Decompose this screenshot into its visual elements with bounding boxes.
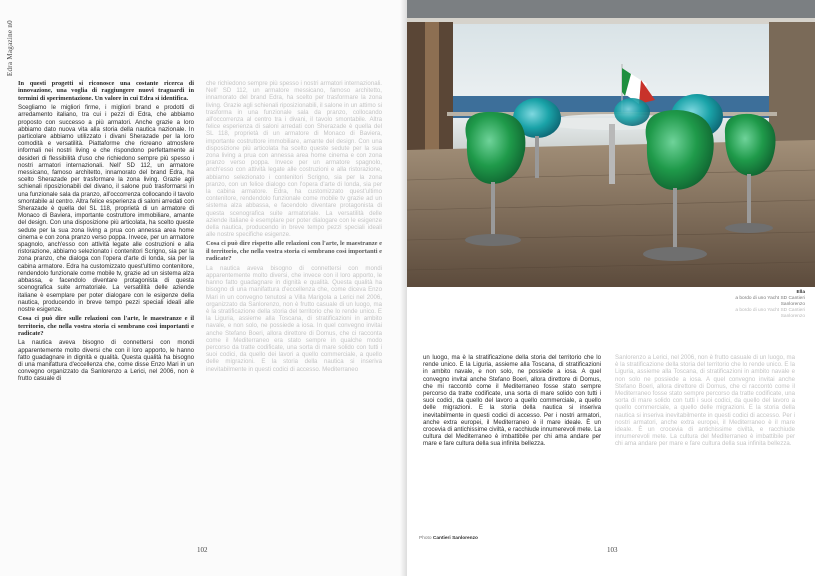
caption-faint-1: a bordo di uno Yacht SD Cantieri (735, 308, 805, 313)
page-number-right: 103 (607, 546, 618, 554)
left-page (0, 0, 407, 576)
right-column-2-faded (615, 354, 795, 450)
photo-illustration (407, 0, 815, 287)
left-column-2-faded (206, 80, 382, 375)
body-text: un luogo, ma è la stratificazione della storia del territorio che lo rende unico. E la Liguria, assieme alla Toscana, di stratificazioni in ambito navale, e non solo, ne possiede a iosa. A quel convegno invitai anche Stefano Boeri, allora direttore di Domus, che mi raccontò come il Mediterraneo fosse stato sempre percorso da tratte codificate, una sorta di mare solido con tutti i suoi codici, da quello del lavoro a quello commerciale, a quello delle migrazioni. E la storia della nautica si inseriva inevitabilmente in questi codici di accesso. Per i nostri armatori, anche extra europei, il Mediterraneo è il mare ideale. È un crocevia di antichissime civiltà, e racchiude innumerevoli mete. La cultura del Mediterraneo è imbattibile per chi ama andare per mare e fare cultura della sua infinita bellezza. (423, 354, 601, 448)
caption-title: Ella (796, 290, 805, 295)
photo-credit-label: Photo (419, 536, 432, 541)
interview-question-2: Cosa ci può dire rispetto alle relazioni con l'arte, le maestranze e il territorio, che nella vostra storia ci sembrano così importanti e radicate? (206, 240, 382, 263)
right-column-1 (423, 354, 601, 450)
photo-credit (419, 536, 478, 541)
lead-paragraph: In questi progetti si riconosce una costante ricerca di innovazione, una voglia di raggiungere nuovi traguardi in termini di sperimentazione. Un valore in cui Edra si identifica. (18, 80, 194, 102)
faded-body-text: che richiedono sempre più spesso i nostri armatori internazionali. Nell' SD 112, un armatore messicano, famoso architetto, innamorato del brand Edra, ha scelto per trasformare la zona living. Grazie agli schienali riposizionabili, il salone in un attimo si trasforma in una funzionale sala da pranzo, collocando all'occorrenza al centro tra i divani, il tavolo smontabile. Altra felice esperienza di saloni arredati con Sherazade è quella del SL 118, proprietà di un armatore di Monaco di Baviera, importante costruttore immobiliare, amante del design. Con una disposizione più articolata ha scelto queste sedute per la sua zona living a prua con annessa area home cinema e con zona pranzo verso poppa. Invece per un armatore spagnolo, anch'esso con attività legate alle costruzioni e alla ristorazione, abbiamo selezionato i contenitori Scrigno, sia per la zona pranzo, con un felice dialogo con l'opera d'arte di Ionda, sia per la cabina armatore. Edra, ha customizzato quest'ultimo contenitore, rendendolo funzionale come mobile tv grazie ad un sistema alza abbassa, e facendolo diventare protagonista di questa scenografica suite armatoriale. La versatilità delle aziende italiane è esemplare per poter dialogare con le esigenze della nautica, producendo in breve tempo pezzi speciali ideali alle nostre specifiche esigenze. (206, 80, 382, 239)
interview-question: Cosa ci può dire sulle relazioni con l'arte, le maestranze e il territorio, che nella vostra storia ci sembrano così importanti e radicate? (18, 315, 194, 337)
faded-answer-text: La nautica aveva bisogno di connettersi con mondi apparentemente molto diversi, che invece con il loro apporto, le hanno fatto guadagnare in dignità e qualità. Questa qualità ha bisogno di una manifattura d'eccellenza che, come diceva Enzo Mari in un convegno tenutosi a Villa Marigola a Lerici nel 2006, organizzato da Sanlorenzo, non è frutto casuale di un luogo, ma è la stratificazione della storia del territorio che lo rende unico. E la Liguria, assieme alla Toscana, di stratificazioni in ambito navale, e non solo, ne possiede a iosa. In quel convegno invitai anche Stefano Boeri, allora direttore di Domus, che ci racconta come il Mediterraneo era stato sempre in qualche modo percorso da tratte codificate, una sorta di mare solido con tutti i suoi codici, da quello dei lavori a quello commerciale, a quello delle migrazioni. E la storia della nautica si inseriva inevitabilmente in questi codici di accesso. Mediterraneo (206, 264, 382, 373)
caption-line-2: Sanlorenzo (780, 302, 805, 307)
photo-caption (677, 290, 805, 320)
caption-line-1: a bordo di uno Yacht SD Cantieri (735, 296, 805, 301)
left-column-1 (18, 80, 194, 385)
right-page (407, 0, 815, 576)
running-head: Edra Magazine n0 (6, 20, 14, 77)
interview-answer: La nautica aveva bisogno di connettersi con mondi apparentemente molto diversi che con il loro apporto, le hanno fatto guadagnare in dignità e qualità. Questa qualità ha bisogno di una manifattura d'eccellenza che, come disse Enzo Mari in un convegno organizzato da Sanlorenzo a Lerici, nel 2006, non è frutto casuale di (18, 339, 194, 383)
yacht-deck-chairs-photo (407, 0, 815, 287)
page-number-left: 102 (197, 546, 208, 554)
caption-faint-2: Sanlorenzo (780, 314, 805, 319)
faded-body-text: Sanlorenzo a Lerici, nel 2006, non è frutto casuale di un luogo, ma è la stratificazione della storia del territorio che lo rende unico. E la Liguria, assieme alla Toscana, di stratificazioni in ambito navale e non solo ne possiede a iosa. A quel convegno invitai anche Stefano Boeri, allora direttore di Domus, che ci raccontò come il Mediterraneo fosse stato sempre percorso da tratte codificate, una sorta di mare solido con tutti i suoi codici, da quello del lavoro a quello commerciale, a quello delle migrazioni. E la storia della nautica si inseriva inevitabilmente in questi codici di accesso. Per i nostri armatori, anche extra europei, il Mediterraneo è il mare ideale. È un crocevia di antichissime civiltà, e racchiude innumerevoli mete. La cultura del Mediterraneo è imbattibile per chi ama andare per mare e fare cultura della sua infinita bellezza. (615, 354, 795, 448)
photo-credit-name: Cantieri Sanlorenzo (432, 536, 478, 541)
body-text: Scegliamo le migliori firme, i migliori brand e prodotti di arredamento italiano, tra cui i pezzi di Edra, che abbiamo proposto con successo a più armatori. Anche grazie a loro abbiamo dato nuova vita alla storia della nautica nazionale. In particolare abbiamo utilizzato i divani Sherazade per la loro comodità e versatilità. Piattaforme che ricreano atmosfere informali nei nostri living e che rispondono perfettamente ai desideri di flessibilità d'uso che richiedono sempre più spesso i nostri armatori internazionali. Nell' SD 112, un armatore messicano, famoso architetto, innamorato del brand Edra, ha scelto Sherazade per trasformare la zona living. Grazie agli schienali riposizionabili del divano, il salone può trasformarsi in una funzionale sala da pranzo, all'occorrenza collocando il tavolo smontabile al centro. Altra felice esperienza di saloni arredati con Sherazade è quella del SL 118, proprietà di un armatore di Monaco di Baviera, importante costruttore immobiliare, amante del design. Con una disposizione più articolata, ha scelto queste sedute per la sua zona living a prua con annessa area home cinema e con zona pranzo verso poppa. Invece, per un armatore spagnolo, anch'esso con attività legate alle costruzioni e alla ristorazione, abbiamo selezionato i contenitori Scrigno, sia per la zona pranzo, che dialoga con l'opera d'arte di Ionda, sia per la cabina armatore. Edra ha customizzato quest'ultimo contenitore, rendendolo funzionale come mobile tv, grazie ad un sistema alza abbassa, e facendolo diventare protagonista di questa scenografica suite armatoriale. La versatilità delle aziende italiane è esemplare per poter dialogare con le esigenze della nautica, producendo in breve tempo pezzi speciali ideali alle nostre esigenze. (18, 104, 194, 313)
